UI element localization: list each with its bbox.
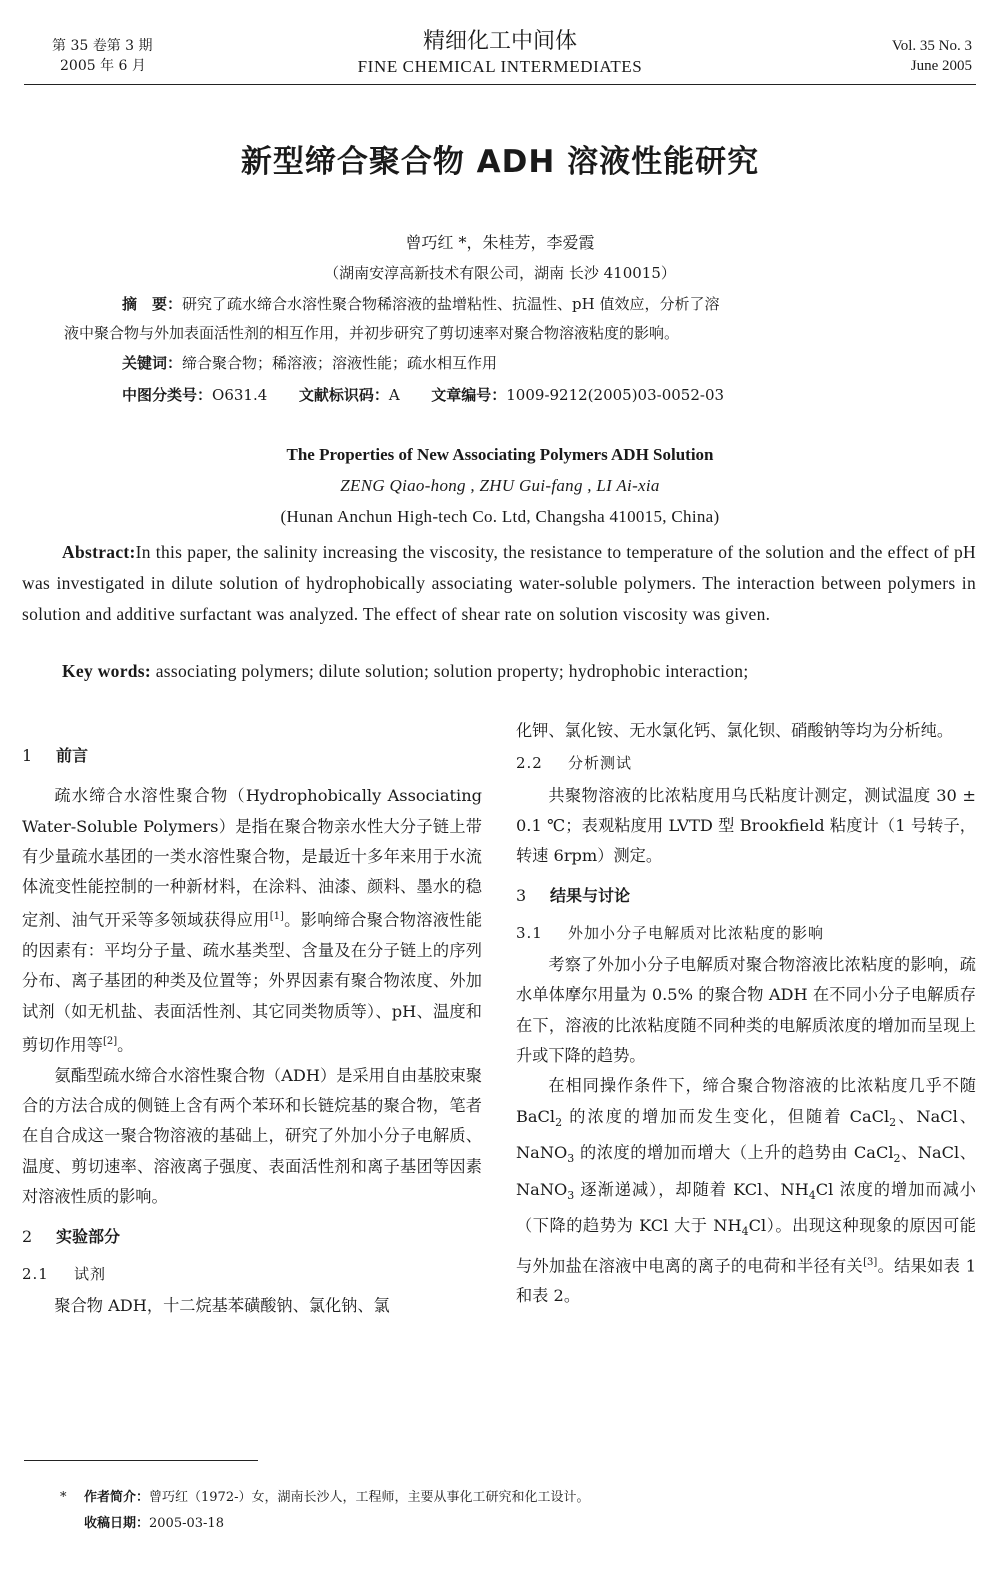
- keywords-cn-label: 关键词：: [122, 354, 183, 372]
- clc-value: O631.4: [212, 386, 268, 404]
- abstract-cn: [64, 290, 954, 348]
- subsection-heading: 3.1 外加小分子电解质对比浓粘度的影响: [516, 923, 825, 942]
- issue-info: [52, 36, 153, 76]
- english-authors: ZENG Qiao-hong , ZHU Gui-fang , LI Ai-xia: [340, 476, 660, 495]
- english-abstract: [22, 537, 976, 630]
- footnote-marker: *: [60, 1490, 67, 1505]
- section-heading: 2 实验部分: [22, 1227, 121, 1247]
- subsection-heading: 2.1 试剂: [22, 1264, 107, 1283]
- english-title: The Properties of New Associating Polymers ADH Solution: [286, 445, 714, 464]
- citation: [1]: [269, 911, 284, 923]
- section-title: 实验部分: [56, 1227, 121, 1247]
- section-heading: 3 结果与讨论: [516, 886, 631, 906]
- issue-info-en: [892, 36, 972, 76]
- footnote-rule: [24, 1460, 258, 1461]
- received-date-text: 2005-03-18: [149, 1516, 224, 1531]
- journal-name-en: FINE CHEMICAL INTERMEDIATES: [357, 57, 643, 76]
- paper-title: 新型缔合聚合物 ADH 溶液性能研究: [240, 144, 760, 180]
- english-affiliation: (Hunan Anchun High-tech Co. Ltd, Changsha 410015, China): [280, 507, 720, 526]
- footnote-received: [84, 1512, 224, 1531]
- paragraph: 在相同操作条件下，缔合聚合物溶液的比浓粘度几乎不随 BaCl$_2$ 的浓度的增加而发生变化，但随着 CaCl$_2$、NaCl、NaNO$_3$ 的浓度的增加而增大（上升的趋势由 CaCl$_2$、NaCl、NaNO$_3$ 逐渐递减），却随着 KCl、$NH_4Cl$ 浓度的增加而减小（下降的趋势为 KCl 大于 $NH_4Cl$）。出现这种现象的原因可能与外加盐在溶液中电离的离子的电荷和半径有关[3]。结果如表 1 和表 2。: [516, 1076, 976, 1306]
- journal-name-cn: 精细化工中间体: [422, 29, 577, 54]
- issue-volume: 第 35 卷第 3 期: [52, 38, 153, 54]
- citation: [3]: [863, 1256, 878, 1268]
- paragraph: 氨酯型疏水缔合水溶性聚合物（ADH）是采用自由基胶束聚合的方法合成的侧链上含有两个苯环和长链烷基的聚合物，笔者在自合成这一聚合物溶液的基础上，研究了外加小分子电解质、温度、剪切速率、溶液离子强度、表面活性剂和离子基团等因素对溶液性质的影响。: [22, 1065, 482, 1206]
- received-date-label: 收稿日期：: [84, 1516, 150, 1531]
- section-heading: 1 前言: [22, 746, 89, 765]
- clc-label: 中图分类号：: [122, 386, 213, 404]
- citation: [2]: [102, 1036, 118, 1048]
- paragraph-continued: 化钾、氯化铵、无水氯化钙、氯化钡、硝酸钠等均为分析纯。: [516, 721, 954, 740]
- footnote-author: [60, 1486, 590, 1505]
- journal-name: [300, 28, 700, 78]
- abstract-cn-label: 摘 要：: [122, 295, 183, 313]
- issue-date: 2005 年 6 月: [60, 58, 146, 74]
- body-right-column: [516, 716, 976, 1312]
- affiliation: （湖南安淳高新技术有限公司，湖南 长沙 410015）: [324, 264, 676, 282]
- authors: 曾巧红 *，朱桂芳，李爱霞: [405, 233, 595, 252]
- section-title: 前言: [56, 746, 89, 765]
- abstract-cn-line2: 液中聚合物与外加表面活性剂的相互作用，并初步研究了剪切速率对聚合物溶液粘度的影响。: [64, 324, 680, 342]
- english-abstract-label: Abstract:: [62, 542, 136, 562]
- header-rule: [24, 84, 976, 85]
- english-abstract-text: In this paper, the salinity increasing the viscosity, the resistance to temperature of the solution and the effect of pH was investigated in dilute solution of hydrophobically associating water-soluble polymers. The interaction between polymers in solution and additive surfactant was analyzed. The effect of shear rate on solution viscosity was given.: [22, 542, 976, 624]
- english-keywords-label: Key words:: [62, 661, 152, 681]
- paragraph: 疏水缔合水溶性聚合物（Hydrophobically Associating Water-Soluble Polymers）是指在聚合物亲水性大分子链上带有少量疏水基团的一类水溶性聚合物，是最近十多年来用于水流体流变性能控制的一种新材料，在涂料、油漆、颜料、墨水的稳定剂、油气开采等多领域获得应用[1]。影响缔合聚合物溶液性能的因素有：平均分子量、疏水基类型、含量及在分子链上的序列分布、离子基团的种类及位置等；外界因素有聚合物浓度、外加试剂（如无机盐、表面活性剂、其它同类物质等）、pH、温度和剪切作用等[2]。: [22, 786, 483, 1055]
- doc-code-value: A: [388, 386, 400, 404]
- issue-date-en: June 2005: [910, 58, 972, 74]
- footnote-author-text: 曾巧红（1972-）女，湖南长沙人，工程师，主要从事化工研究和化工设计。: [149, 1490, 590, 1505]
- subsection-heading: 2.2 分析测试: [516, 754, 633, 773]
- english-keywords-text: associating polymers; dilute solution; solution property; hydrophobic interaction;: [155, 661, 749, 681]
- paragraph: 共聚物溶液的比浓粘度用乌氏粘度计测定，测试温度 30 ± 0.1 ℃；表观粘度用 LVTD 型 Brookfield 粘度计（1 号转子，转速 6rpm）测定。: [516, 785, 976, 866]
- section-title: 结果与讨论: [550, 886, 631, 906]
- keywords-cn: [64, 349, 1000, 378]
- paragraph: 考察了外加小分子电解质对聚合物溶液比浓粘度的影响，疏水单体摩尔用量为 0.5% 的聚合物 ADH 在不同小分子电解质存在下，溶液的比浓粘度随不同种类的电解质浓度的增加而呈现上升或下降的趋势。: [516, 955, 976, 1065]
- issue-volume-en: Vol. 35 No. 3: [891, 38, 972, 54]
- keywords-cn-text: 缔合聚合物；稀溶液；溶液性能；疏水相互作用: [182, 354, 498, 372]
- classification-line: [64, 381, 1000, 410]
- body-left-column: [22, 735, 482, 1321]
- doc-code-label: 文献标识码：: [298, 386, 389, 404]
- footnote-author-label: 作者简介：: [84, 1490, 150, 1505]
- english-keywords: [62, 661, 982, 682]
- article-id-label: 文章编号：: [431, 386, 507, 404]
- article-id-value: 1009-9212(2005)03-0052-03: [506, 386, 725, 404]
- paragraph: 聚合物 ADH，十二烷基苯磺酸钠、氯化钠、氯: [54, 1295, 390, 1315]
- abstract-cn-line1: 研究了疏水缔合水溶性聚合物稀溶液的盐增粘性、抗温性、pH 值效应，分析了溶: [182, 295, 720, 313]
